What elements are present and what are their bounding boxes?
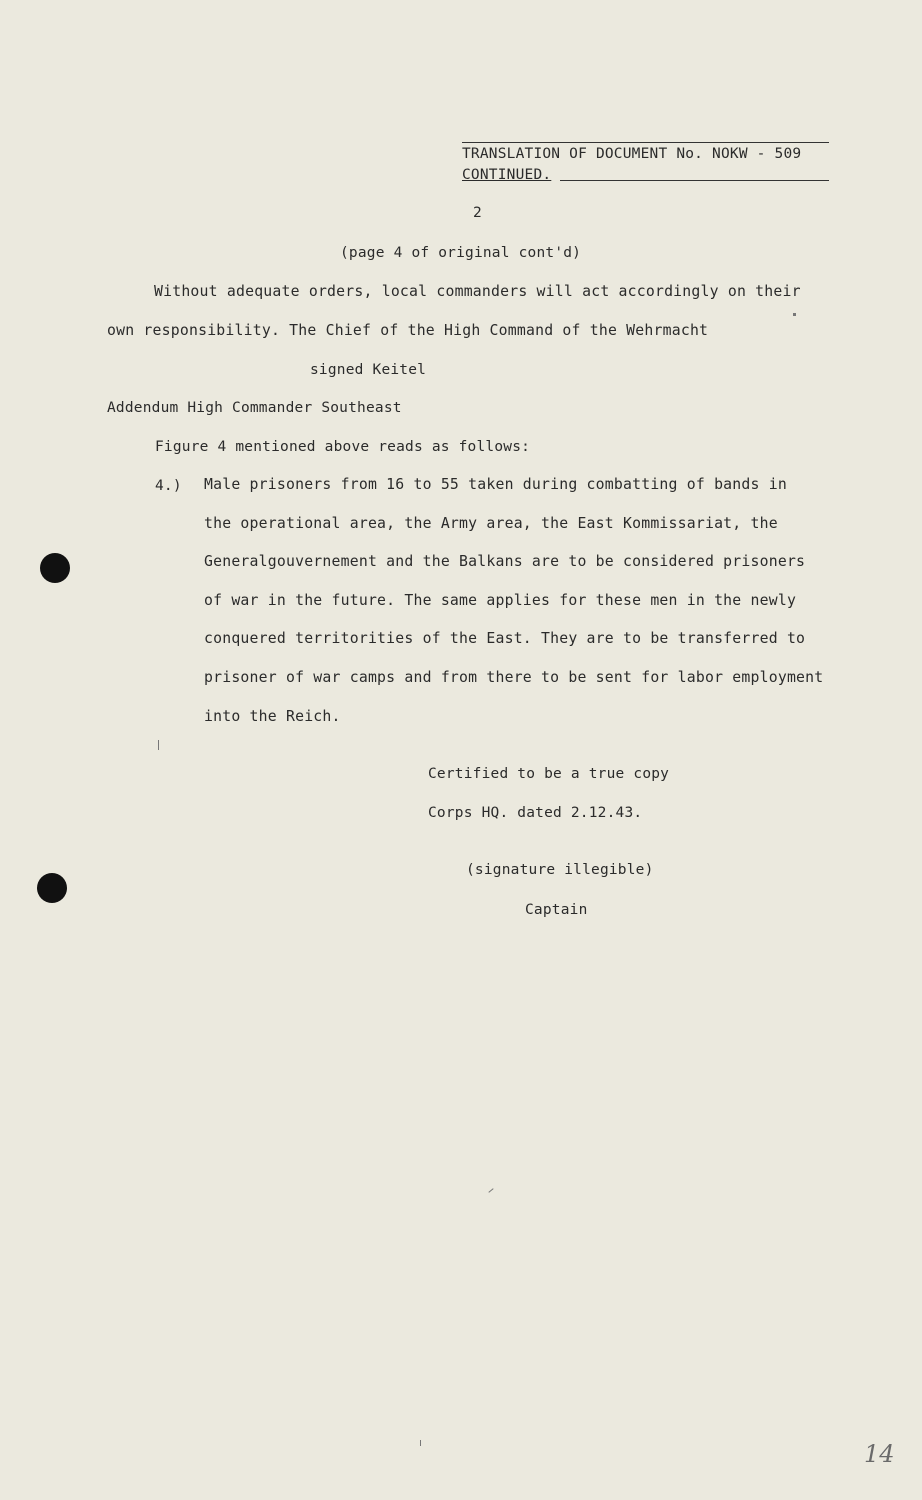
header-continued: CONTINUED. [462, 167, 552, 183]
paper-speck [158, 740, 159, 750]
punch-hole-top [40, 553, 70, 583]
paragraph-line: Without adequate orders, local commanders will act accordingly on their [154, 283, 801, 300]
certification-line: Certified to be a true copy [428, 766, 670, 782]
item-line: Generalgouvernement and the Balkans are to be considered prisoners [204, 553, 806, 570]
punch-hole-bottom [37, 873, 67, 903]
item-line: conquered territorities of the East. They are to be transferred to [204, 630, 806, 647]
header-rule-top [462, 142, 829, 143]
item-line: of war in the future. The same applies for these men in the newly [204, 592, 797, 609]
item-line: Male prisoners from 16 to 55 taken during combatting of bands in [204, 476, 787, 493]
paragraph-line: own responsibility. The Chief of the High Command of the Wehrmacht [107, 322, 709, 339]
header-rule-bottom [560, 180, 829, 181]
paper-speck [793, 313, 796, 316]
paper-speck [420, 1440, 421, 1446]
certification-line: Corps HQ. dated 2.12.43. [428, 805, 643, 821]
page-number: 2 [473, 205, 482, 221]
item-line: the operational area, the Army area, the East Kommissariat, the [204, 515, 778, 532]
header-title: TRANSLATION OF DOCUMENT No. NOKW - 509 [462, 146, 802, 162]
signatory-rank: Captain [525, 902, 588, 918]
item-line: prisoner of war camps and from there to be sent for labor employment [204, 669, 824, 686]
item-number: 4.) [155, 478, 182, 494]
figure-intro: Figure 4 mentioned above reads as follows: [155, 439, 531, 455]
page-reference: (page 4 of original cont'd) [340, 245, 582, 261]
item-line: into the Reich. [204, 708, 341, 725]
handwritten-page-number: 14 [864, 1440, 895, 1468]
paper-speck [488, 1188, 493, 1193]
signed-line: signed Keitel [310, 362, 427, 378]
addendum-heading: Addendum High Commander Southeast [107, 400, 402, 416]
signature-note: (signature illegible) [466, 862, 654, 878]
